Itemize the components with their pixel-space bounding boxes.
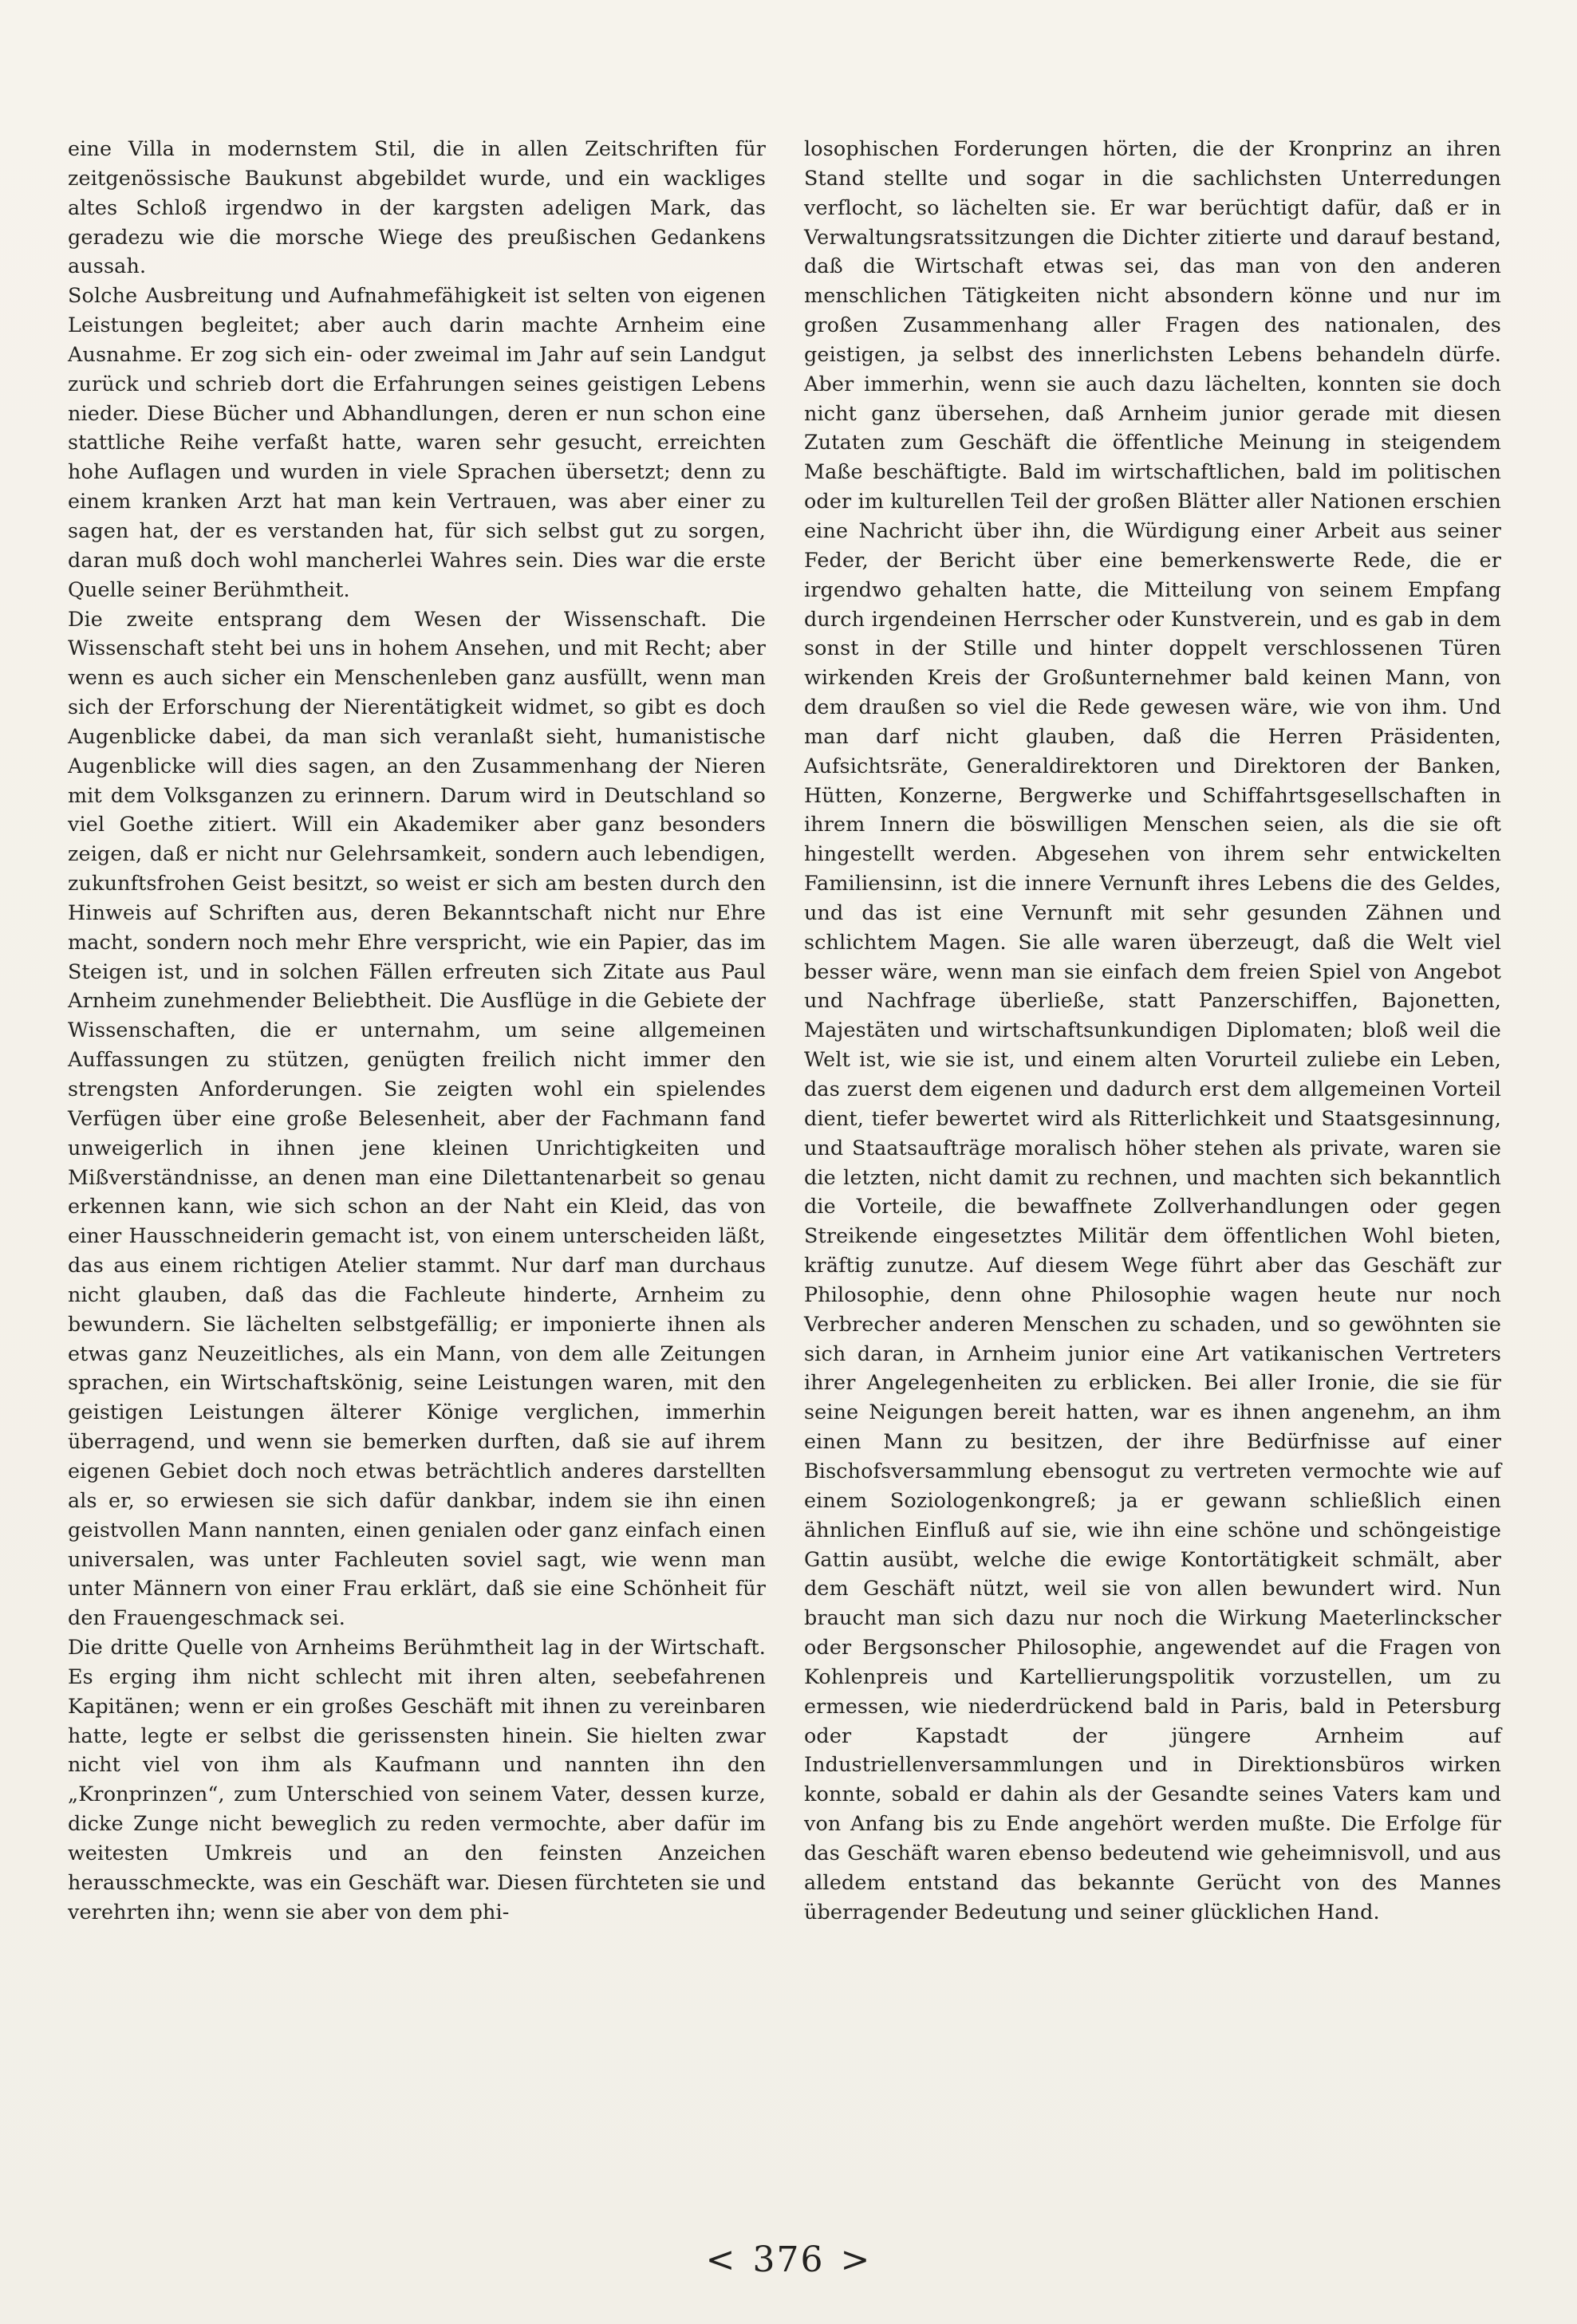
left-paragraph-1: eine Villa in modernstem Stil, die in allen Zeitschriften für zeitgenössische Baukunst abgebildet wurde, und ein wackliges altes Schloß irgendwo in der kargsten adeligen Mark, das geradezu wie die morsche Wiege des preußischen Gedankens aussah.: [68, 136, 766, 278]
left-paragraph-2: Solche Ausbreitung und Aufnahmefähigkeit ist selten von eigenen Leistungen begleitet; aber auch darin machte Arnheim eine Ausnahme. Er zog sich ein- oder zweimal im Jahr auf sein Landgut zurück und schrieb dort die Erfahrungen seines geistigen Lebens nieder. Diese Bücher und Abhandlungen, deren er nun schon eine stattliche Reihe verfaßt hatte, waren sehr gesucht, erreichten hohe Auflagen und wurden in viele Sprachen übersetzt; denn zu einem kranken Arzt hat man kein Vertrauen, was aber einer zu sagen hat, der es verstanden hat, für sich selbst gut zu sorgen, daran muß doch wohl mancherlei Wahres sein. Dies war die erste Quelle seiner Berühmtheit.: [68, 283, 766, 601]
page-number-right-mark: >: [840, 2239, 872, 2280]
left-text-column: [68, 134, 766, 1926]
page-number-value: 376: [752, 2239, 825, 2280]
left-paragraph-3: Die zweite entsprang dem Wesen der Wissenschaft. Die Wissenschaft steht bei uns in hohem Ansehen, und mit Recht; aber wenn es auch sicher ein Menschenleben ganz ausfüllt, wenn man sich der Erforschung der Nierentätigkeit widmet, so gibt es doch Augenblicke dabei, da man sich veranlaßt sieht, humanistische Augenblicke will dies sagen, an den Zusammenhang der Nieren mit dem Volksganzen zu erinnern. Darum wird in Deutschland so viel Goethe zitiert. Will ein Akademiker aber ganz besonders zeigen, daß er nicht nur Gelehrsamkeit, sondern auch lebendigen, zukunftsfrohen Geist besitzt, so weist er sich am besten durch den Hinweis auf Schriften aus, deren Bekanntschaft nicht nur Ehre macht, sondern noch mehr Ehre verspricht, wie ein Papier, das im Steigen ist, und in solchen Fällen erfreuten sich Zitate aus Paul Arnheim zunehmender Beliebtheit. Die Ausflüge in die Gebiete der Wissenschaften, die er unternahm, um seine allgemeinen Auffassungen zu stützen, genügten freilich nicht immer den strengsten Anforderungen. Sie zeigten wohl ein spielendes Verfügen über eine große Belesenheit, aber der Fachmann fand unweigerlich in ihnen jene kleinen Unrichtigkeiten und Mißverständnisse, an denen man eine Dilettantenarbeit so genau erkennen kann, wie sich schon an der Naht ein Kleid, das von einer Hausschneiderin gemacht ist, von einem unterscheiden läßt, das aus einem richtigen Atelier stammt. Nur darf man durchaus nicht glauben, daß das die Fachleute hinderte, Arnheim zu bewundern. Sie lächelten selbstgefällig; er imponierte ihnen als etwas ganz Neuzeitliches, als ein Mann, von dem alle Zeitungen sprachen, ein Wirtschaftskönig, seine Leistungen waren, mit den geistigen Leistungen älterer Könige verglichen, immerhin überragend, und wenn sie bemerken durften, daß sie auf ihrem eigenen Gebiet doch noch etwas beträchtlich anderes darstellten als er, so erwiesen sie sich dafür dankbar, indem sie ihn einen geistvollen Mann nannten, einen genialen oder ganz einfach einen universalen, was unter Fachleuten soviel sagt, wie wenn man unter Männern von einer Frau erklärt, daß sie eine Schönheit für den Frauengeschmack sei.: [68, 606, 766, 1630]
right-paragraph-1: losophischen Forderungen hörten, die der Kronprinz an ihren Stand stellte und sogar in die sachlichsten Unterredungen verflocht, so lächelten sie. Er war berüchtigt dafür, daß er in Verwaltungsratssitzungen die Dichter zitierte und darauf bestand, daß die Wirtschaft etwas sei, das man von den anderen menschlichen Tätigkeiten nicht absondern könne und nur im großen Zusammenhang aller Fragen des nationalen, des geistigen, ja selbst des innerlichsten Lebens behandeln dürfe. Aber immerhin, wenn sie auch dazu lächelten, konnten sie doch nicht ganz übersehen, daß Arnheim junior gerade mit diesen Zutaten zum Geschäft die öffentliche Meinung in steigendem Maße beschäftigte. Bald im wirtschaftlichen, bald im politischen oder im kulturellen Teil der großen Blätter aller Nationen erschien eine Nachricht über ihn, die Würdigung einer Arbeit aus seiner Feder, der Bericht über eine bemerkenswerte Rede, die er irgendwo gehalten hatte, die Mitteilung von seinem Empfang durch irgendeinen Herrscher oder Kunstverein, und es gab in dem sonst in der Stille und hinter doppelt verschlossenen Türen wirkenden Kreis der Großunternehmer bald keinen Mann, von dem draußen so viel die Rede gewesen wäre, wie von ihm. Und man darf nicht glauben, daß die Herren Präsidenten, Aufsichtsräte, Generaldirektoren und Direktoren der Banken, Hütten, Konzerne, Bergwerke und Schiffahrtsgesellschaften in ihrem Innern die böswilligen Menschen seien, als die sie oft hingestellt werden. Abgesehen von ihrem sehr entwickelten Familiensinn, ist die innere Vernunft ihres Lebens die des Geldes, und das ist eine Vernunft mit sehr gesunden Zähnen und schlichtem Magen. Sie alle waren überzeugt, daß die Welt viel besser wäre, wenn man sie einfach dem freien Spiel von Angebot und Nachfrage überließe, statt Panzerschiffen, Bajonetten, Majestäten und wirtschaftsunkundigen Diplomaten; bloß weil die Welt ist, wie sie ist, und einem alten Vorurteil zuliebe ein Leben, das zuerst dem eigenen und dadurch erst dem allgemeinen Vorteil dient, tiefer bewertet wird als Ritterlichkeit und Staatsgesinnung, und Staatsaufträge moralisch höher stehen als private, waren sie die letzten, nicht damit zu rechnen, und machten sich bekanntlich die Vorteile, die bewaffnete Zollverhandlungen oder gegen Streikende eingesetztes Militär dem öffentlichen Wohl bieten, kräftig zunutze. Auf diesem Wege führt aber das Geschäft zur Philosophie, denn ohne Philosophie wagen heute nur noch Verbrecher anderen Menschen zu schaden, und so gewöhnten sie sich daran, in Arnheim junior eine Art vatikanischen Vertreters ihrer Angelegenheiten zu erblicken. Bei aller Ironie, die sie für seine Neigungen bereit hatten, war es ihnen angenehm, an ihm einen Mann zu besitzen, der ihre Bedürfnisse auf einer Bischofsversammlung ebensogut zu vertreten vermochte wie auf einem Soziologenkongreß; ja er gewann schließlich einen ähnlichen Einfluß auf sie, wie ihn eine schöne und schöngeistige Gattin ausübt, welche die ewige Kontortätigkeit schmält, aber dem Geschäft nützt, weil sie von allen bewundert wird. Nun braucht man sich dazu nur noch die Wirkung Maeterlinckscher oder Bergsonscher Philosophie, angewendet auf die Fragen von Kohlenpreis und Kartellierungspolitik vorzustellen, um zu ermessen, wie niederdrückend bald in Paris, bald in Petersburg oder Kapstadt der jüngere Arnheim auf Industriellenversammlungen und in Direktionsbüros wirken konnte, sobald er dahin als der Gesandte seines Vaters kam und von Anfang bis zu Ende angehört werden mußte. Die Erfolge für das Geschäft waren ebenso bedeutend wie geheimnisvoll, und aus alledem entstand das bekannte Gerücht von des Mannes überragender Bedeutung und seiner glücklichen Hand.: [804, 136, 1501, 1924]
right-text-column: [804, 134, 1501, 1926]
page-number-left-mark: <: [705, 2239, 737, 2280]
page-number: [0, 2239, 1577, 2280]
left-paragraph-4: Die dritte Quelle von Arnheims Berühmtheit lag in der Wirtschaft. Es erging ihm nicht schlecht mit ihren alten, seebefahrenen Kapitänen; wenn er ein großes Geschäft mit ihnen zu vereinbaren hatte, legte er selbst die gerissensten hinein. Sie hielten zwar nicht viel von ihm als Kaufmann und nannten ihn den „Kronprinzen“, zum Unterschied von seinem Vater, dessen kurze, dicke Zunge nicht beweglich zu reden vermochte, aber dafür im weitesten Umkreis und an den feinsten Anzeichen herausschmeckte, was ein Geschäft war. Diesen fürchteten sie und verehrten ihn; wenn sie aber von dem phi-: [68, 1635, 766, 1924]
